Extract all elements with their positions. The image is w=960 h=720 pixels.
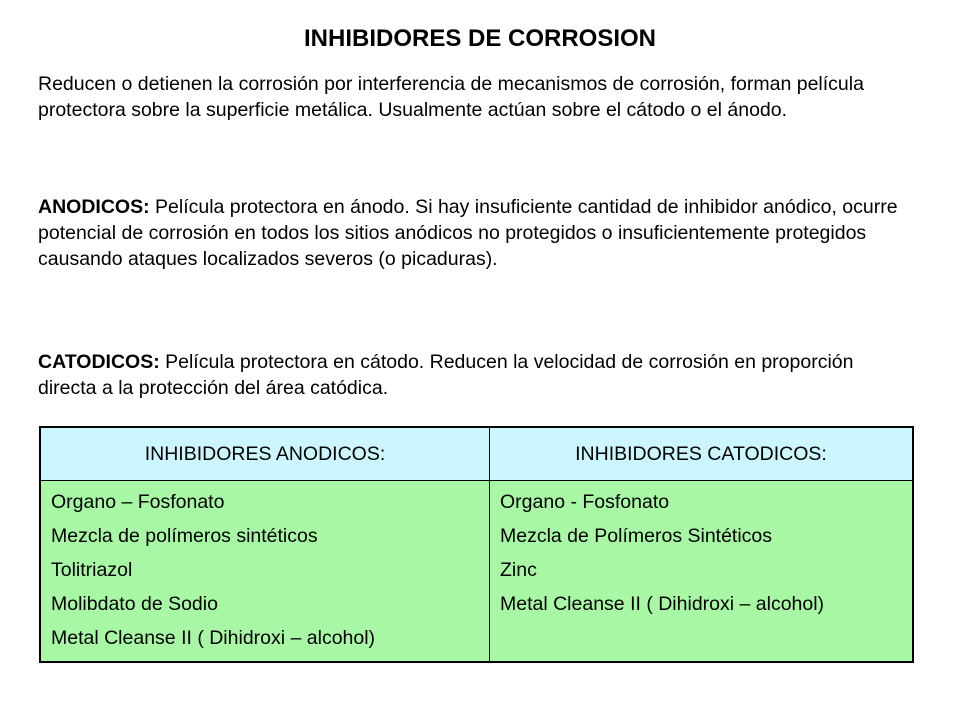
anodicos-text: Película protectora en ánodo. Si hay insuficiente cantidad de inhibidor anódico, ocurre potencial de corrosión en todos los sitios anódicos no protegidos o insuficientemente protegidos causando ataques localizados severos (o picaduras). [38,196,898,270]
list-item: Molibdato de Sodio [51,593,218,615]
anodicos-term: ANODICOS: [38,196,150,218]
list-item: Zinc [500,559,537,581]
catodicos-text: Película protectora en cátodo. Reducen la velocidad de corrosión en proporción directa a la protección del área catódica. [38,351,854,399]
catodicos-term: CATODICOS: [38,351,160,373]
table-body-row [40,481,913,663]
intro-paragraph: Reducen o detienen la corrosión por interferencia de mecanismos de corrosión, forman película protectora sobre la superficie metálica. Usualmente actúan sobre el cátodo o el ánodo. [38,73,864,121]
header-anodicos: INHIBIDORES ANODICOS: [40,427,490,481]
catodicos-cell [490,481,914,663]
catodicos-paragraph [38,349,898,401]
table-header-row [40,427,913,481]
list-item: Metal Cleanse II ( Dihidroxi – alcohol) [500,593,825,615]
anodicos-paragraph [38,194,898,272]
anodicos-cell [40,481,490,663]
anodicos-list [51,485,479,655]
inhibitors-table [39,426,914,663]
list-item: Tolitriazol [51,559,133,581]
catodicos-list [500,485,902,621]
header-catodicos: INHIBIDORES CATODICOS: [490,427,914,481]
list-item: Organo - Fosfonato [500,491,670,513]
list-item: Mezcla de polímeros sintéticos [51,525,318,547]
list-item: Metal Cleanse II ( Dihidroxi – alcohol) [51,627,376,649]
list-item: Mezcla de Polímeros Sintéticos [500,525,773,547]
list-item: Organo – Fosfonato [51,491,225,513]
page-title: INHIBIDORES DE CORROSION [303,25,657,52]
